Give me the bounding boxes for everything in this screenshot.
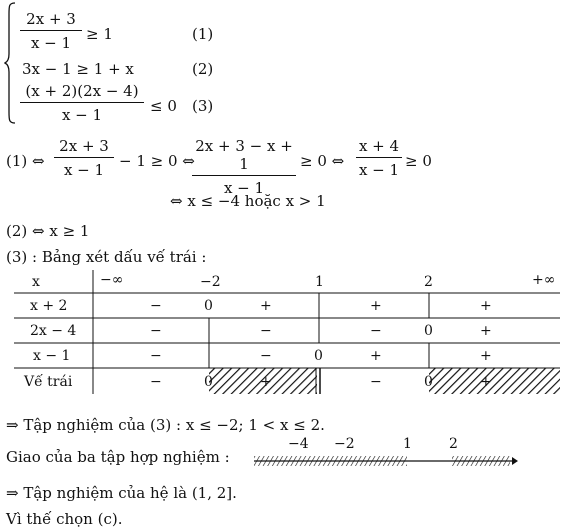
step1-result: ⇔ x ≤ −4 hoặc x > 1 xyxy=(170,192,326,210)
number-line xyxy=(250,432,520,472)
tick-label-1: 1 xyxy=(403,436,412,452)
step1-f2-den: x − 1 xyxy=(223,179,265,197)
header-plus-inf: +∞ xyxy=(532,272,556,288)
sign: 0 xyxy=(424,323,433,339)
row-label-2x-minus-4: 2x − 4 xyxy=(30,323,77,339)
sign: + xyxy=(480,348,492,364)
tick-label-m4: −4 xyxy=(288,436,309,452)
row-label-x-minus-1: x − 1 xyxy=(33,348,71,364)
step1-lead: (1) ⇔ xyxy=(6,152,45,170)
eq2-text: 3x − 1 ≥ 1 + x xyxy=(22,60,134,78)
step1-fraction-2 xyxy=(192,137,296,197)
sign: + xyxy=(480,374,492,390)
system-brace xyxy=(4,2,16,124)
step1-fraction-1 xyxy=(54,137,114,179)
header-point-2: 2 xyxy=(424,274,433,290)
step1-f1-den: x − 1 xyxy=(63,161,105,179)
sign: − xyxy=(370,374,382,390)
step1-fraction-3 xyxy=(356,137,402,179)
eq1-tag: (1) xyxy=(192,25,214,43)
sign: − xyxy=(260,348,272,364)
step1-end: ≥ 0 xyxy=(405,152,432,170)
eq3-tag: (3) xyxy=(192,97,214,115)
sign: − xyxy=(260,323,272,339)
sign: − xyxy=(370,323,382,339)
eq1-denominator: x − 1 xyxy=(30,34,72,52)
eq1-numerator: 2x + 3 xyxy=(26,10,76,28)
step3-title: (3) : Bảng xét dấu vế trái : xyxy=(6,248,207,266)
sign: + xyxy=(260,374,272,390)
eq3-numerator: (x + 2)(2x − 4) xyxy=(25,82,139,100)
row-label-x-plus-2: x + 2 xyxy=(30,298,68,314)
sign: + xyxy=(260,298,272,314)
eq3-relation: ≤ 0 xyxy=(150,97,177,115)
sign: − xyxy=(150,323,162,339)
step1-mid1: − 1 ≥ 0 ⇔ xyxy=(119,152,195,170)
header-point-1: 1 xyxy=(315,274,324,290)
sign: − xyxy=(150,298,162,314)
choice-text: Vì thế chọn (c). xyxy=(6,510,123,528)
header-minus-inf: −∞ xyxy=(100,272,124,288)
step1-f2-num: 2x + 3 − x + 1 xyxy=(195,137,293,173)
sign: 0 xyxy=(314,348,323,364)
arrow-icon xyxy=(512,457,518,465)
eq1-fraction xyxy=(20,10,82,52)
conclusion-text: ⇒ Tập nghiệm của hệ là (1, 2]. xyxy=(6,484,237,502)
step1-f1-num: 2x + 3 xyxy=(59,137,109,155)
sign: − xyxy=(150,348,162,364)
sign: 0 xyxy=(204,298,213,314)
sign: + xyxy=(480,298,492,314)
step1-f3-num: x + 4 xyxy=(358,137,400,155)
eq2-tag: (2) xyxy=(192,60,214,78)
step1-mid2: ≥ 0 ⇔ xyxy=(300,152,345,170)
step2-text: (2) ⇔ x ≥ 1 xyxy=(6,222,90,240)
eq3-fraction xyxy=(20,82,144,124)
sign: + xyxy=(370,298,382,314)
sign: 0 xyxy=(204,374,213,390)
tick-label-m2: −2 xyxy=(334,436,355,452)
hatched-region-2 xyxy=(429,368,560,394)
row-label-ve-trai: Vế trái xyxy=(24,374,73,390)
sign: + xyxy=(370,348,382,364)
eq1-relation: ≥ 1 xyxy=(86,25,113,43)
sol3-text: ⇒ Tập nghiệm của (3) : x ≤ −2; 1 < x ≤ 2. xyxy=(6,416,325,434)
excluded-region-right xyxy=(452,456,510,466)
header-point-m2: −2 xyxy=(200,274,221,290)
step1-f3-den: x − 1 xyxy=(358,161,400,179)
sign: 0 xyxy=(424,374,433,390)
eq3-denominator: x − 1 xyxy=(61,106,103,124)
sign: + xyxy=(480,323,492,339)
header-x: x xyxy=(32,274,40,290)
intersect-label: Giao của ba tập hợp nghiệm : xyxy=(6,448,230,466)
sign: − xyxy=(150,374,162,390)
excluded-region-left xyxy=(254,456,407,466)
tick-label-2: 2 xyxy=(449,436,458,452)
sign-table xyxy=(0,268,568,398)
